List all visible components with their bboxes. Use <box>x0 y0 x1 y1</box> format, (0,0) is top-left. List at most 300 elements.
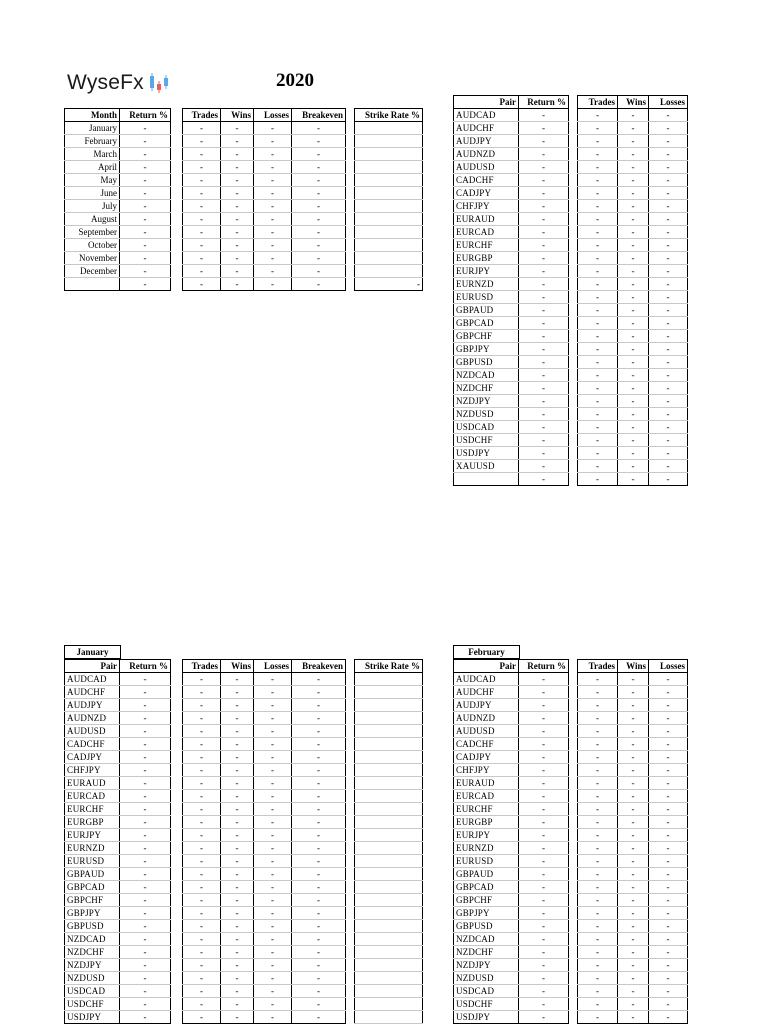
value-cell: - <box>254 790 292 803</box>
pair-label: GBPCHF <box>454 330 519 343</box>
value-cell: - <box>120 252 171 265</box>
table-row <box>578 738 688 751</box>
value-cell: - <box>254 200 292 213</box>
month-label: July <box>65 200 120 213</box>
value-cell: - <box>120 933 171 946</box>
value-cell: - <box>120 200 171 213</box>
col-trades: Trades <box>183 660 221 673</box>
table-row <box>183 751 346 764</box>
value-cell <box>355 751 423 764</box>
value-cell: - <box>183 907 221 920</box>
value-cell <box>355 894 423 907</box>
table-row <box>578 109 688 122</box>
value-cell: - <box>618 239 649 252</box>
table-row <box>65 816 171 829</box>
value-cell: - <box>618 881 649 894</box>
pair-label: NZDUSD <box>454 972 519 985</box>
table-row <box>65 920 171 933</box>
value-cell: - <box>221 725 254 738</box>
value-cell: - <box>519 434 569 447</box>
value-cell: - <box>221 699 254 712</box>
value-cell: - <box>578 868 618 881</box>
value-cell: - <box>221 686 254 699</box>
value-cell: - <box>618 751 649 764</box>
total-cell: - <box>254 278 292 291</box>
value-cell <box>355 816 423 829</box>
value-cell: - <box>618 790 649 803</box>
value-cell: - <box>649 317 688 330</box>
value-cell: - <box>120 907 171 920</box>
value-cell: - <box>254 816 292 829</box>
value-cell: - <box>254 187 292 200</box>
value-cell: - <box>649 252 688 265</box>
pair-label: EURGBP <box>65 816 120 829</box>
value-cell: - <box>292 161 346 174</box>
value-cell: - <box>254 161 292 174</box>
value-cell: - <box>120 239 171 252</box>
total-row <box>355 278 423 291</box>
table-row <box>355 174 423 187</box>
value-cell: - <box>578 265 618 278</box>
table-row <box>355 855 423 868</box>
table-row <box>454 421 569 434</box>
col-losses: Losses <box>254 660 292 673</box>
pair-label: AUDNZD <box>454 712 519 725</box>
month-label: January <box>65 122 120 135</box>
table-row <box>65 972 171 985</box>
pair-label: NZDCHF <box>65 946 120 959</box>
table-row <box>578 174 688 187</box>
value-cell: - <box>519 135 569 148</box>
value-cell <box>355 148 423 161</box>
candlestick-icon <box>148 71 178 95</box>
value-cell: - <box>221 751 254 764</box>
month-label: April <box>65 161 120 174</box>
value-cell: - <box>120 226 171 239</box>
pair-label: NZDCAD <box>454 933 519 946</box>
value-cell: - <box>649 148 688 161</box>
pair-label: GBPUSD <box>65 920 120 933</box>
table-row <box>454 278 569 291</box>
value-cell: - <box>618 213 649 226</box>
pair-label: AUDCAD <box>454 109 519 122</box>
value-cell <box>355 803 423 816</box>
value-cell: - <box>519 946 569 959</box>
value-cell: - <box>292 174 346 187</box>
table-row <box>183 738 346 751</box>
table-row <box>355 239 423 252</box>
january-trades-table <box>182 659 346 1024</box>
value-cell: - <box>183 213 221 226</box>
value-cell: - <box>578 725 618 738</box>
table-row <box>454 265 569 278</box>
value-cell: - <box>578 343 618 356</box>
value-cell: - <box>254 725 292 738</box>
value-cell: - <box>618 252 649 265</box>
value-cell: - <box>618 855 649 868</box>
col-pair: Pair <box>65 660 120 673</box>
value-cell: - <box>292 200 346 213</box>
value-cell: - <box>649 985 688 998</box>
report-year: 2020 <box>276 70 314 91</box>
value-cell: - <box>292 686 346 699</box>
value-cell: - <box>183 265 221 278</box>
value-cell: - <box>649 907 688 920</box>
pair-label: XAUUSD <box>454 460 519 473</box>
table-row <box>454 148 569 161</box>
value-cell: - <box>254 842 292 855</box>
table-row <box>454 291 569 304</box>
table-row <box>578 881 688 894</box>
pair-label: EURCAD <box>454 790 519 803</box>
pair-label: GBPCAD <box>454 317 519 330</box>
value-cell <box>355 946 423 959</box>
value-cell: - <box>578 712 618 725</box>
value-cell: - <box>519 369 569 382</box>
table-row <box>65 764 171 777</box>
table-row <box>65 135 171 148</box>
value-cell: - <box>618 816 649 829</box>
table-row <box>65 699 171 712</box>
value-cell: - <box>618 135 649 148</box>
table-row <box>65 226 171 239</box>
table-row <box>578 777 688 790</box>
value-cell: - <box>649 356 688 369</box>
value-cell: - <box>578 829 618 842</box>
value-cell: - <box>649 673 688 686</box>
value-cell: - <box>254 803 292 816</box>
value-cell <box>355 161 423 174</box>
value-cell: - <box>120 751 171 764</box>
table-row <box>578 712 688 725</box>
table-row <box>355 972 423 985</box>
value-cell: - <box>649 421 688 434</box>
value-cell: - <box>221 135 254 148</box>
value-cell: - <box>519 803 569 816</box>
table-row <box>355 946 423 959</box>
pair-label: NZDCAD <box>454 369 519 382</box>
value-cell: - <box>254 777 292 790</box>
table-row <box>65 239 171 252</box>
value-cell: - <box>120 894 171 907</box>
value-cell <box>355 777 423 790</box>
value-cell: - <box>618 291 649 304</box>
value-cell: - <box>519 239 569 252</box>
pair-label: NZDCAD <box>65 933 120 946</box>
value-cell: - <box>254 252 292 265</box>
value-cell: - <box>120 122 171 135</box>
table-row <box>578 959 688 972</box>
pair-label: AUDJPY <box>454 135 519 148</box>
table-row <box>183 777 346 790</box>
table-row <box>454 109 569 122</box>
value-cell: - <box>292 907 346 920</box>
value-cell: - <box>578 842 618 855</box>
value-cell <box>355 959 423 972</box>
value-cell: - <box>120 777 171 790</box>
table-row <box>183 686 346 699</box>
table-row <box>355 842 423 855</box>
table-row <box>355 699 423 712</box>
value-cell: - <box>183 842 221 855</box>
pair-label: EURAUD <box>454 777 519 790</box>
value-cell: - <box>221 174 254 187</box>
pair-label: GBPUSD <box>454 920 519 933</box>
table-row <box>578 790 688 803</box>
table-row <box>183 122 346 135</box>
value-cell: - <box>649 226 688 239</box>
value-cell: - <box>292 699 346 712</box>
value-cell: - <box>221 933 254 946</box>
monthly-return-table <box>64 108 171 291</box>
value-cell: - <box>519 278 569 291</box>
value-cell: - <box>292 226 346 239</box>
total-cell: - <box>578 473 618 486</box>
value-cell: - <box>519 933 569 946</box>
table-row <box>454 252 569 265</box>
table-row <box>454 330 569 343</box>
value-cell: - <box>649 725 688 738</box>
value-cell: - <box>649 1011 688 1024</box>
value-cell: - <box>254 881 292 894</box>
table-row <box>578 265 688 278</box>
value-cell: - <box>120 187 171 200</box>
month-label: October <box>65 239 120 252</box>
col-return: Return % <box>120 109 171 122</box>
pair-label: NZDCHF <box>454 382 519 395</box>
value-cell: - <box>578 460 618 473</box>
pair-label: USDCHF <box>454 434 519 447</box>
value-cell: - <box>183 1011 221 1024</box>
table-row <box>578 907 688 920</box>
value-cell: - <box>618 894 649 907</box>
table-row <box>65 712 171 725</box>
table-row <box>183 842 346 855</box>
value-cell: - <box>578 985 618 998</box>
value-cell: - <box>120 998 171 1011</box>
value-cell: - <box>519 816 569 829</box>
table-row <box>183 816 346 829</box>
table-row <box>355 790 423 803</box>
value-cell: - <box>618 122 649 135</box>
value-cell: - <box>519 881 569 894</box>
value-cell: - <box>221 894 254 907</box>
value-cell: - <box>183 712 221 725</box>
value-cell: - <box>578 920 618 933</box>
value-cell: - <box>649 447 688 460</box>
table-row <box>183 174 346 187</box>
table-row <box>454 933 569 946</box>
value-cell: - <box>292 725 346 738</box>
value-cell: - <box>120 868 171 881</box>
value-cell <box>355 998 423 1011</box>
table-row <box>183 725 346 738</box>
value-cell <box>355 1011 423 1024</box>
value-cell: - <box>578 881 618 894</box>
value-cell: - <box>578 959 618 972</box>
table-row <box>183 673 346 686</box>
value-cell: - <box>649 946 688 959</box>
total-cell: - <box>519 473 569 486</box>
value-cell <box>355 174 423 187</box>
table-row <box>578 135 688 148</box>
total-row <box>65 278 171 291</box>
value-cell: - <box>221 907 254 920</box>
table-row <box>454 946 569 959</box>
value-cell <box>355 855 423 868</box>
value-cell: - <box>292 265 346 278</box>
table-row <box>355 868 423 881</box>
value-cell: - <box>519 738 569 751</box>
value-cell: - <box>292 738 346 751</box>
value-cell: - <box>183 725 221 738</box>
pair-label: GBPCHF <box>454 894 519 907</box>
col-losses: Losses <box>649 660 688 673</box>
value-cell: - <box>292 985 346 998</box>
table-row <box>355 894 423 907</box>
value-cell: - <box>183 148 221 161</box>
value-cell: - <box>254 998 292 1011</box>
table-row <box>454 699 569 712</box>
table-row <box>183 972 346 985</box>
value-cell: - <box>649 868 688 881</box>
table-row <box>454 985 569 998</box>
value-cell: - <box>120 816 171 829</box>
value-cell: - <box>183 894 221 907</box>
value-cell: - <box>519 304 569 317</box>
month-label: December <box>65 265 120 278</box>
col-losses: Losses <box>254 109 292 122</box>
value-cell: - <box>183 751 221 764</box>
table-row <box>355 673 423 686</box>
pair-label: AUDNZD <box>454 148 519 161</box>
table-row <box>355 712 423 725</box>
value-cell: - <box>120 686 171 699</box>
table-row <box>183 213 346 226</box>
table-row <box>65 200 171 213</box>
col-pair: Pair <box>454 660 519 673</box>
value-cell: - <box>254 686 292 699</box>
value-cell: - <box>120 161 171 174</box>
table-row <box>183 265 346 278</box>
value-cell <box>355 842 423 855</box>
value-cell: - <box>618 161 649 174</box>
pair-label: GBPCAD <box>65 881 120 894</box>
table-row <box>454 816 569 829</box>
value-cell: - <box>519 200 569 213</box>
value-cell: - <box>221 200 254 213</box>
month-label: November <box>65 252 120 265</box>
table-row <box>65 959 171 972</box>
table-row <box>578 369 688 382</box>
table-row <box>355 135 423 148</box>
january-strike-table <box>354 659 423 1024</box>
value-cell <box>355 673 423 686</box>
col-breakeven: Breakeven <box>292 660 346 673</box>
value-cell: - <box>183 816 221 829</box>
pair-label: EURNZD <box>454 842 519 855</box>
pair-label: AUDCHF <box>454 686 519 699</box>
col-return: Return % <box>519 96 569 109</box>
value-cell: - <box>618 803 649 816</box>
value-cell <box>355 122 423 135</box>
col-trades: Trades <box>183 109 221 122</box>
table-row <box>355 881 423 894</box>
value-cell <box>355 686 423 699</box>
table-row <box>578 408 688 421</box>
table-row <box>355 122 423 135</box>
value-cell: - <box>254 148 292 161</box>
value-cell: - <box>578 907 618 920</box>
pair-label: AUDCHF <box>65 686 120 699</box>
value-cell: - <box>578 803 618 816</box>
pair-label: EURNZD <box>65 842 120 855</box>
table-row <box>578 1011 688 1024</box>
table-row <box>183 187 346 200</box>
table-row <box>454 803 569 816</box>
value-cell: - <box>649 894 688 907</box>
table-row <box>65 673 171 686</box>
value-cell: - <box>618 725 649 738</box>
value-cell: - <box>221 998 254 1011</box>
value-cell: - <box>578 213 618 226</box>
table-row <box>65 265 171 278</box>
value-cell: - <box>519 998 569 1011</box>
value-cell: - <box>221 213 254 226</box>
col-trades: Trades <box>578 96 618 109</box>
table-row <box>454 356 569 369</box>
value-cell: - <box>519 894 569 907</box>
value-cell: - <box>578 239 618 252</box>
value-cell: - <box>618 434 649 447</box>
value-cell: - <box>292 252 346 265</box>
value-cell <box>355 226 423 239</box>
month-label: March <box>65 148 120 161</box>
value-cell: - <box>183 803 221 816</box>
value-cell: - <box>519 382 569 395</box>
value-cell: - <box>120 803 171 816</box>
value-cell: - <box>578 304 618 317</box>
value-cell: - <box>618 421 649 434</box>
value-cell: - <box>183 920 221 933</box>
table-row <box>183 699 346 712</box>
value-cell: - <box>519 907 569 920</box>
pair-label: AUDCAD <box>454 673 519 686</box>
value-cell: - <box>578 369 618 382</box>
table-row <box>454 855 569 868</box>
value-cell: - <box>221 790 254 803</box>
value-cell: - <box>221 985 254 998</box>
value-cell: - <box>120 738 171 751</box>
table-row <box>355 803 423 816</box>
value-cell: - <box>221 673 254 686</box>
table-row <box>454 161 569 174</box>
table-row <box>454 751 569 764</box>
table-row <box>454 972 569 985</box>
value-cell: - <box>578 408 618 421</box>
brand-name: WyseFx <box>67 71 144 94</box>
value-cell: - <box>183 135 221 148</box>
value-cell: - <box>618 933 649 946</box>
pair-label: EURCAD <box>65 790 120 803</box>
table-row <box>355 816 423 829</box>
pair-label: CHFJPY <box>65 764 120 777</box>
table-row <box>65 148 171 161</box>
value-cell: - <box>618 187 649 200</box>
pair-label: NZDJPY <box>454 395 519 408</box>
table-row <box>578 751 688 764</box>
value-cell: - <box>254 946 292 959</box>
